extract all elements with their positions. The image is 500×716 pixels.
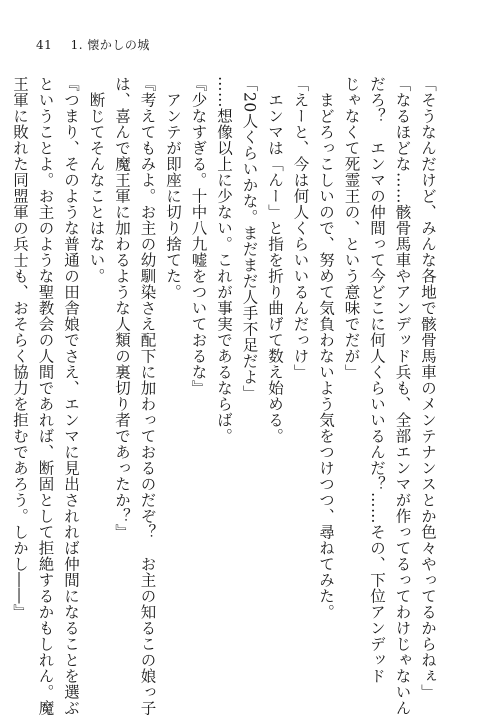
running-header: [36, 36, 150, 53]
text-line: アンテが即座に切り捨てた。: [164, 76, 182, 300]
text-line: 「えーと、今は何人くらいいるんだっけ」: [291, 76, 310, 380]
text-line: 「なるほどな……骸骨馬車やアンデッド兵も、全部エンマが作ってるってわけじゃないん: [393, 76, 412, 716]
text-line: エンマは「んー」と指を折り曲げて数え始める。: [266, 76, 284, 444]
text-line: ということよ。お主のような聖教会の人間であれば、断固として拒絶するかもしれん。魔: [36, 76, 55, 716]
text-line: 「20人くらいかな。まだまだ人手不足だよ」: [240, 76, 259, 401]
chapter-title: 1. 懐かしの城: [70, 38, 150, 52]
text-line: 『考えてもみよ。お主の幼馴染さえ配下に加わっておるのだぞ？ お主の知るこの娘っ子: [138, 76, 157, 716]
text-line: まどろっこしいので、努めて気負わないよう気をつけつつ、尋ねてみた。: [317, 76, 335, 620]
text-line: 断じてそんなことはない。: [87, 76, 106, 284]
text-line: 「そうなんだけど、みんな各地で骸骨馬車のメンテナンスとか色々やってるからねぇ」: [419, 76, 437, 700]
text-line: 王軍に敗れた同盟軍の兵士も、おそらく協力を拒むであろう。しかし――』: [11, 76, 29, 620]
text-line: は、喜んで魔王軍に加わるような人類の裏切り者であったか？』: [113, 76, 131, 540]
body-text: [11, 76, 440, 716]
text-line: 『少なすぎる。十中八九嘘をついておるな』: [189, 76, 208, 396]
text-line: じゃなくて死霊王の、という意味でだが」: [342, 76, 361, 380]
text-line: 『つまり、そのような普通の田舎娘でさえ、エンマに見出されれば仲間になることを選ぶ: [62, 76, 80, 716]
text-line: ……想像以上に少ない。これが事実であるならば。: [215, 76, 233, 444]
page-number: 41: [36, 38, 53, 52]
text-line: だろ？ エンマの仲間って今どこに何人くらいいるんだ？……その、下位アンデッド: [368, 76, 386, 684]
